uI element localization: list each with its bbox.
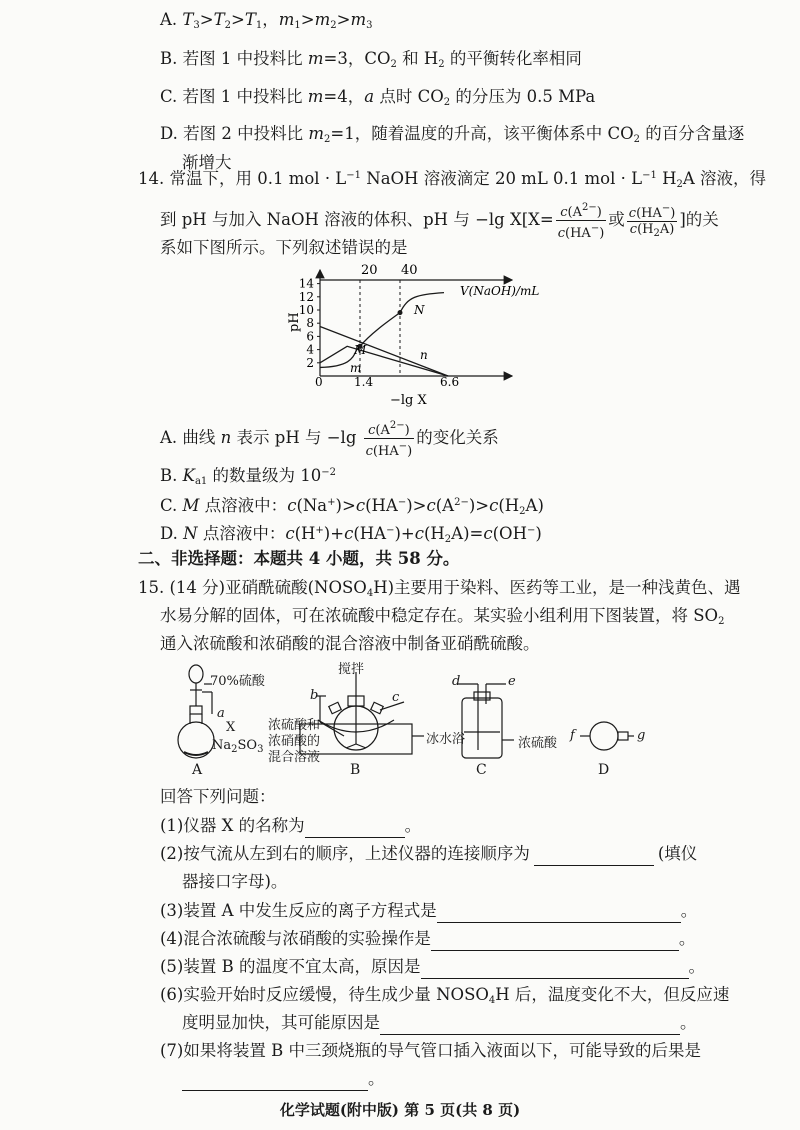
- y-tick-label: 10: [298, 303, 314, 317]
- page-footer: 化学试题(附中版) 第 5 页(共 8 页): [279, 1101, 521, 1119]
- q15-sub4-text: (4)混合浓硫酸与浓硝酸的实验操作是: [160, 929, 431, 948]
- q15-sub1-end: 。: [404, 816, 422, 835]
- y-tick-label: 8: [306, 316, 314, 331]
- q14-stem-line2: 到 pH 与加入 NaOH 溶液的体积、pH 与 −lg X[X= $\frac{c(A^{2-})}{c(HA^-)}$ 或 $\frac{c(HA^-)}{c(H_2A)}$ ]的关: [160, 202, 719, 241]
- q15-sub6-end: 。: [680, 1013, 697, 1032]
- q13-option-b: B. 若图 1 中投料比 m=3，$CO_2$ 和 $H_2$ 的平衡转化率相同: [160, 49, 582, 70]
- apparatus-figure: [0, 652, 800, 782]
- curve-n-label: n: [420, 348, 428, 362]
- label-mix-2: 浓硝酸的: [268, 734, 321, 749]
- q15-sub5: [160, 955, 705, 979]
- top-tick-40: 40: [401, 263, 418, 278]
- apparatus-drawing: [0, 652, 800, 782]
- q13-option-c: C. 若图 1 中投料比 m=4，a 点时 $CO_2$ 的分压为 0.5 MPa: [160, 87, 596, 108]
- q15-sub6-text: 度明显加快，其可能原因是: [182, 1013, 380, 1032]
- y-axis-label: pH: [287, 312, 302, 332]
- curve-m-label: m: [350, 361, 362, 375]
- q15-sub2-blank[interactable]: [534, 847, 654, 866]
- q15-sub7-blank[interactable]: [182, 1072, 368, 1091]
- caption-c: C: [476, 762, 487, 778]
- q13-option-d-cont: 渐增大: [182, 153, 232, 172]
- q13-option-a: A. $T_3>T_2>T_1$，$m_1>m_2>m_3$: [160, 10, 373, 31]
- q15-sub7-end: 。: [368, 1069, 385, 1088]
- q15-sub6-cont: [182, 1011, 697, 1035]
- x-tick-6-6: 6.6: [440, 375, 460, 389]
- q15-stem-line1: 15. (14 分)亚硝酰硫酸$(NOSO_4H)$主要用于染料、医药等工业，是一种浅黄色、遇: [138, 578, 741, 599]
- section2-heading: 二、非选择题：本题共 4 小题，共 58 分。: [138, 549, 460, 568]
- label-port-c: c: [392, 690, 400, 705]
- label-stir: 搅拌: [338, 662, 365, 677]
- q15-answer-intro: 回答下列问题：: [160, 787, 276, 806]
- q15-sub2-cont: 器接口字母)。: [182, 872, 288, 891]
- label-port-f: f: [570, 728, 575, 743]
- q15-sub3-end: 。: [680, 901, 698, 920]
- q14-option-b: B. $K_{a1}$ 的数量级为 $10^{-2}$: [160, 466, 337, 487]
- q15-sub5-end: 。: [688, 957, 705, 976]
- label-mix-3: 混合溶液: [268, 750, 321, 765]
- y-tick-label: 12: [298, 289, 314, 304]
- q15-sub4-blank[interactable]: [431, 932, 679, 951]
- q14-option-d: D. N 点溶液中：$c(H^+)+c(HA^-)+c(H_2A)=c(OH^-)$: [160, 524, 542, 545]
- q15-stem-line2: 水易分解的固体，可在浓硫酸中稳定存在。某实验小组利用下图装置，将 $SO_2$: [160, 606, 725, 627]
- q15-sub4: [160, 927, 695, 951]
- q15-sub3-text: (3)装置 A 中发生反应的离子方程式是: [160, 901, 437, 920]
- label-port-e: e: [508, 674, 516, 689]
- q15-sub7-cont: [182, 1067, 385, 1091]
- point-n-label: N: [414, 303, 425, 317]
- q15-sub7: (7)如果将装置 B 中三颈烧瓶的导气管口插入液面以下，可能导致的后果是: [160, 1041, 701, 1060]
- y-tick-label: 6: [306, 329, 314, 344]
- q15-sub4-end: 。: [678, 929, 696, 948]
- x-axis-label: −lg X: [390, 393, 427, 408]
- label-ice-bath: 冰水浴: [426, 732, 466, 747]
- label-conc-sulfuric: 浓硫酸: [518, 736, 558, 751]
- q15-sub1-blank[interactable]: [305, 819, 405, 838]
- q15-sub3-blank[interactable]: [437, 904, 681, 923]
- label-70-sulfuric-acid: 70%硫酸: [210, 674, 265, 689]
- label-x: X: [226, 720, 236, 735]
- label-port-d: d: [452, 674, 461, 689]
- caption-a: A: [192, 762, 203, 778]
- q15-sub1-text: (1)仪器 X 的名称为: [160, 816, 305, 835]
- top-axis-label: V(NaOH)/mL: [460, 284, 540, 298]
- y-tick-label: 4: [306, 342, 314, 357]
- q15-sub6: (6)实验开始时反应缓慢，待生成少量 $NOSO_4H$ 后，温度变化不大，但反应速: [160, 985, 730, 1006]
- ph-titration-chart: [280, 262, 540, 410]
- q13-option-d: D. 若图 2 中投料比 $m_2=1$，随着温度的升高，该平衡体系中 $CO_2$ 的百分含量逐: [160, 124, 745, 145]
- q15-sub2-text: (2)按气流从左到右的顺序，上述仪器的连接顺序为: [160, 844, 530, 863]
- q14-option-c: C. M 点溶液中：$c(Na^+)>c(HA^-)>c(A^{2-})>c(H_2A)$: [160, 496, 544, 517]
- x-tick-0: 0: [315, 375, 323, 389]
- q14-option-a: A. 曲线 n 表示 pH 与 −lg $\frac{c(A^{2-})}{c(HA^-)}$ 的变化关系: [160, 420, 499, 459]
- x-tick-1-4: 1.4: [354, 375, 374, 389]
- q14-stem-line3: 系如下图所示。下列叙述错误的是: [160, 238, 408, 257]
- q15-sub2-end: (填仪: [657, 844, 698, 863]
- q15-sub6-blank[interactable]: [380, 1016, 680, 1035]
- top-tick-20: 20: [361, 263, 378, 278]
- point-m-label: M: [354, 343, 367, 357]
- q15-sub5-text: (5)装置 B 的温度不宜太高，原因是: [160, 957, 421, 976]
- caption-d: D: [598, 762, 610, 778]
- y-tick-label: 14: [298, 276, 314, 291]
- q15-sub3: [160, 899, 697, 923]
- caption-b: B: [350, 762, 361, 778]
- q15-sub1: [160, 814, 421, 838]
- y-tick-label: 2: [306, 355, 314, 370]
- q15-stem-line3: 通入浓硫酸和浓硝酸的混合溶液中制备亚硝酰硫酸。: [160, 634, 540, 653]
- q15-sub5-blank[interactable]: [421, 960, 689, 979]
- label-port-g: g: [637, 728, 646, 743]
- q15-sub2: [160, 842, 697, 866]
- label-na2so3: $Na_2SO_3$: [212, 738, 264, 755]
- label-port-b: b: [310, 688, 319, 703]
- q14-stem-line1: 14. 常温下，用 0.1 mol · $L^{-1}$ NaOH 溶液滴定 20 mL 0.1 mol · $L^{-1}$ $H_2A$ 溶液，得: [138, 169, 767, 190]
- label-mix-1: 浓硫酸和: [268, 718, 321, 733]
- point-n: [398, 310, 403, 315]
- label-port-a: a: [217, 706, 225, 721]
